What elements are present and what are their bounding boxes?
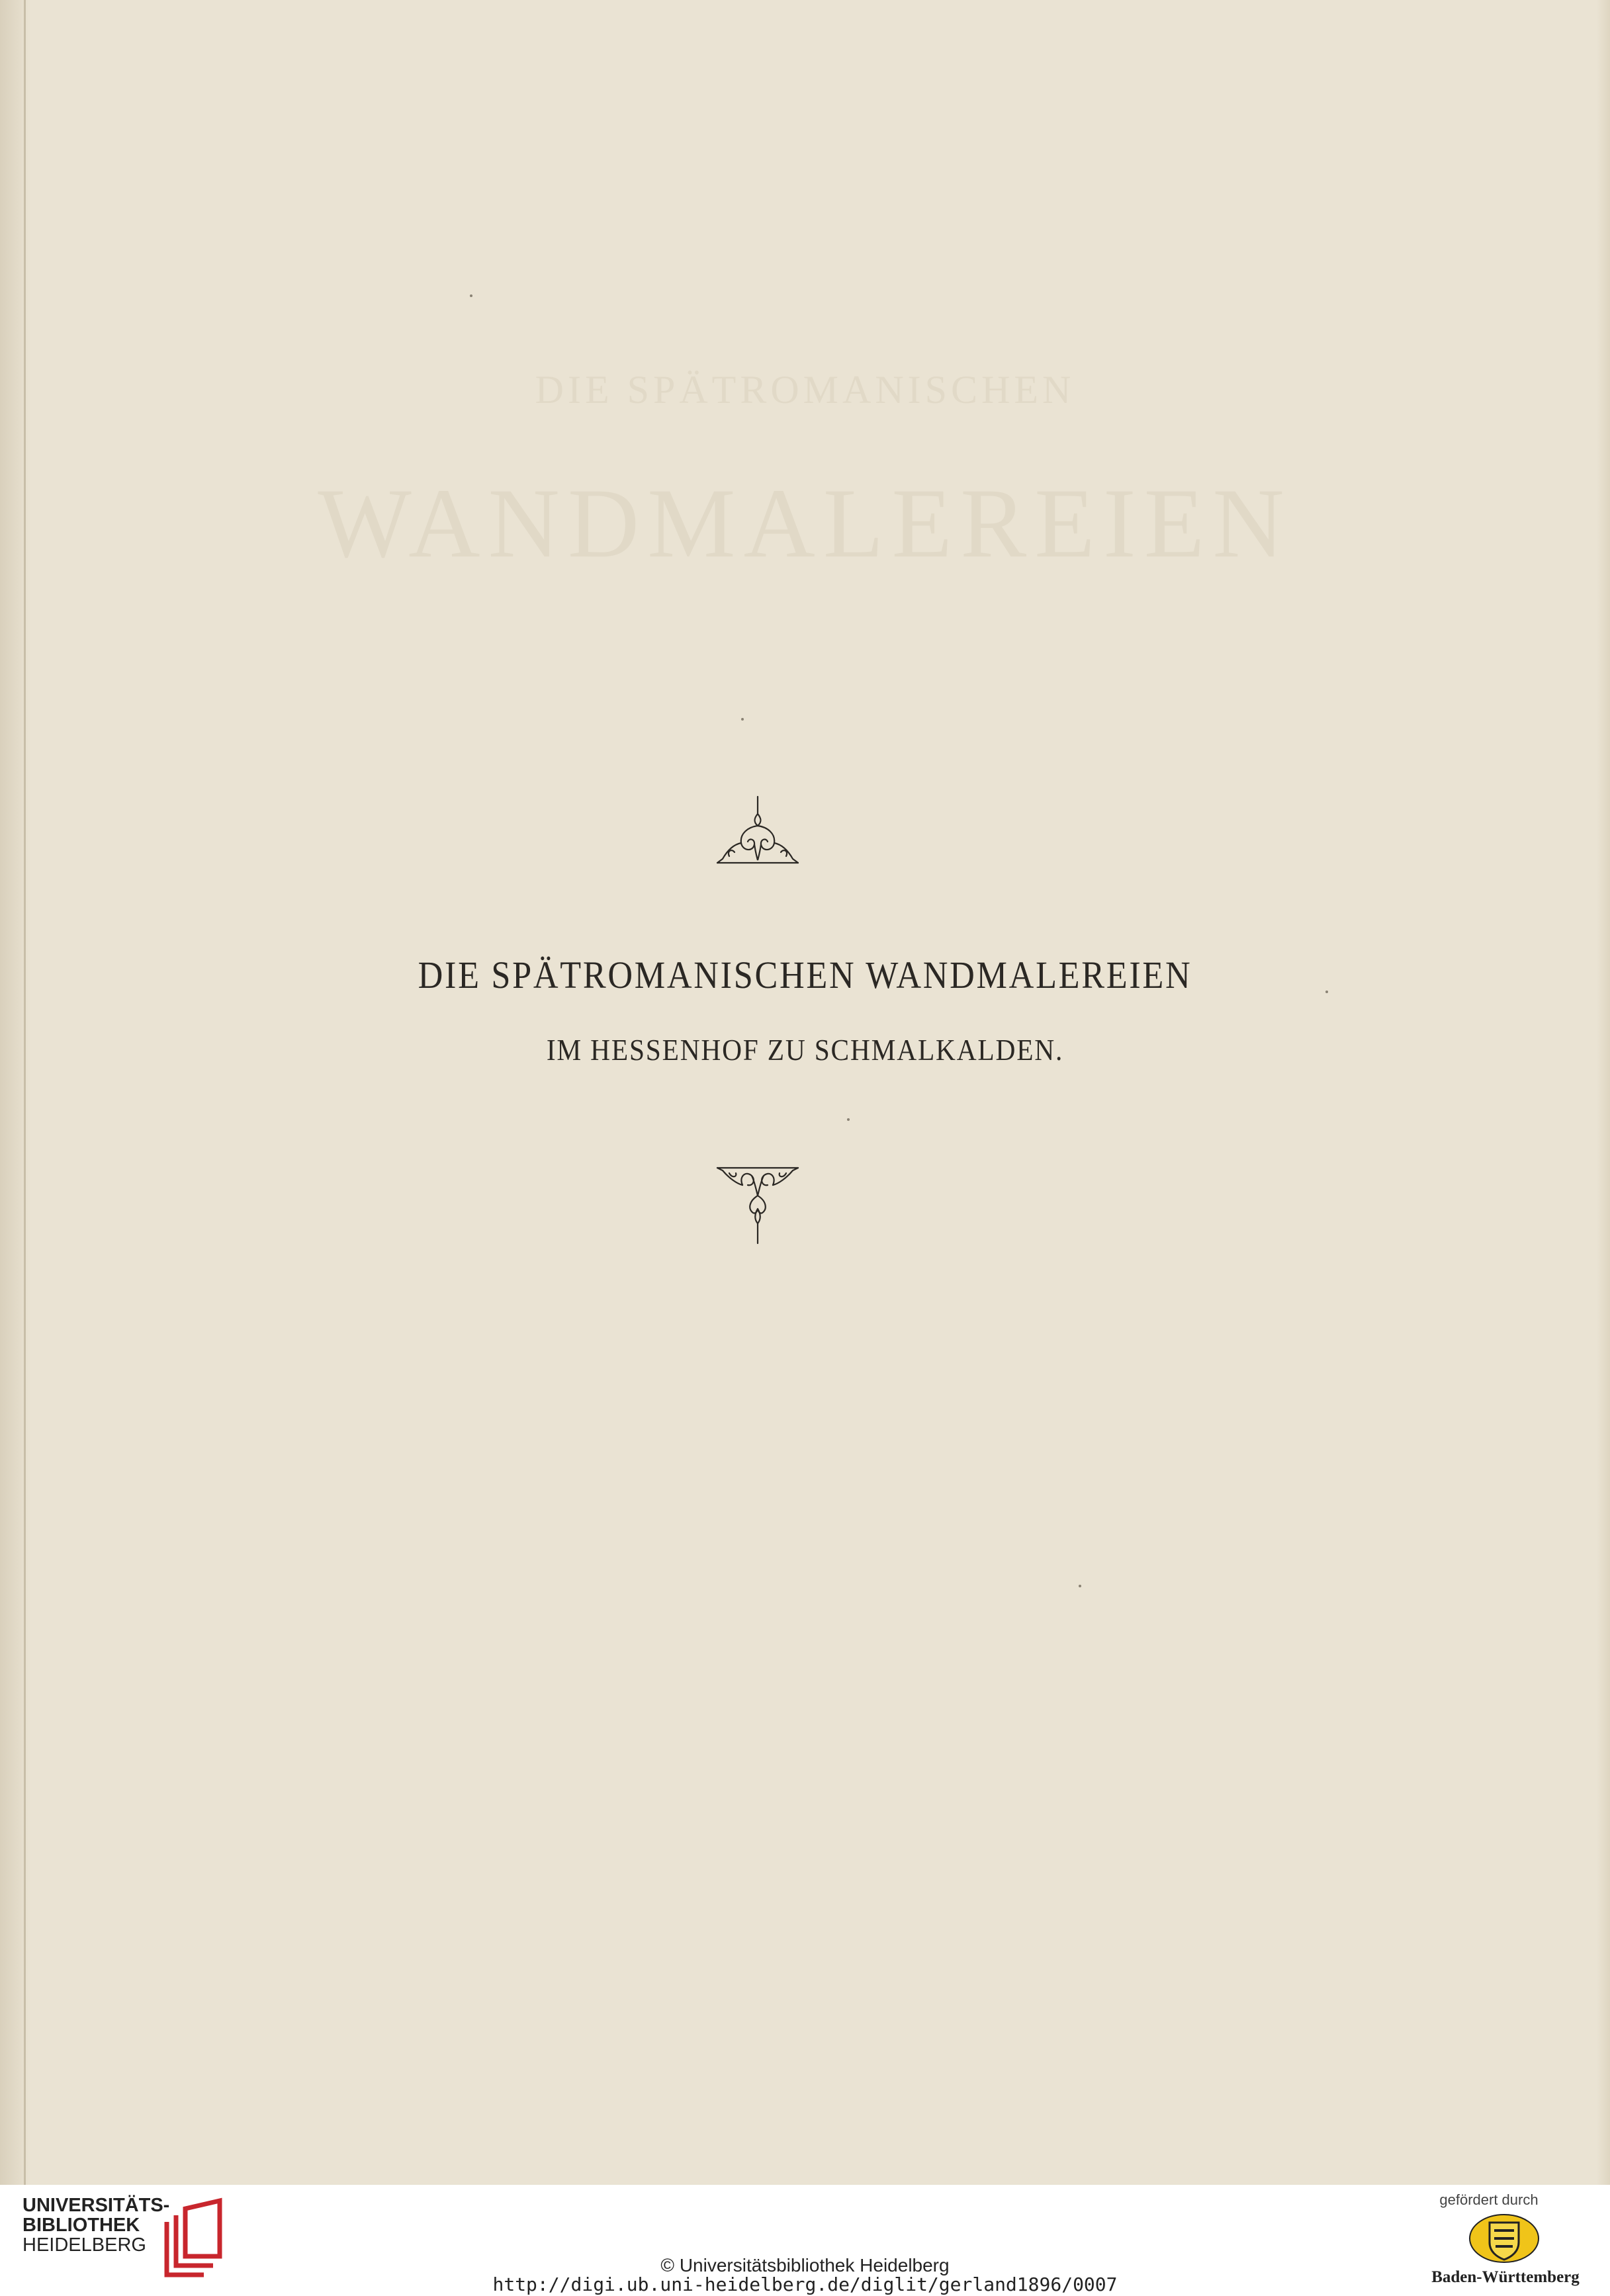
show-through-text-line1: DIE SPÄTROMANISCHEN bbox=[535, 368, 1075, 412]
paper-speck bbox=[1079, 1585, 1081, 1587]
library-name-line3: HEIDELBERG bbox=[22, 2234, 146, 2256]
page-fold-line bbox=[24, 0, 26, 2185]
library-name-line1: UNIVERSITÄTS- bbox=[22, 2195, 170, 2216]
floral-ornament-icon bbox=[715, 1161, 801, 1247]
page-right-edge bbox=[1597, 0, 1610, 2185]
show-through-text-line2: WANDMALEREIEN bbox=[318, 468, 1292, 578]
sponsor-name: Baden-Württemberg bbox=[1431, 2268, 1580, 2286]
page-left-edge bbox=[0, 0, 30, 2185]
page-title: DIE SPÄTROMANISCHEN WANDMALEREIEN bbox=[418, 953, 1192, 996]
library-logo-text bbox=[22, 2195, 169, 2255]
paper-speck bbox=[470, 294, 472, 297]
permalink-url[interactable]: http://digi.ub.uni-heidelberg.de/diglit/gerland1896/0007 bbox=[492, 2274, 1118, 2295]
paper-speck bbox=[847, 1118, 850, 1121]
library-name-line2: BIBLIOTHEK bbox=[22, 2215, 140, 2236]
sponsor-label: gefördert durch bbox=[1439, 2191, 1539, 2208]
paper-speck bbox=[1325, 991, 1328, 993]
copyright-text: © Universitätsbibliothek Heidelberg bbox=[660, 2255, 950, 2275]
floral-ornament-icon bbox=[715, 794, 801, 873]
baden-wuerttemberg-crest-icon bbox=[1468, 2213, 1541, 2264]
paper-speck bbox=[741, 718, 744, 721]
page-subtitle: IM HESSENHOF ZU SCHMALKALDEN. bbox=[546, 1033, 1064, 1067]
